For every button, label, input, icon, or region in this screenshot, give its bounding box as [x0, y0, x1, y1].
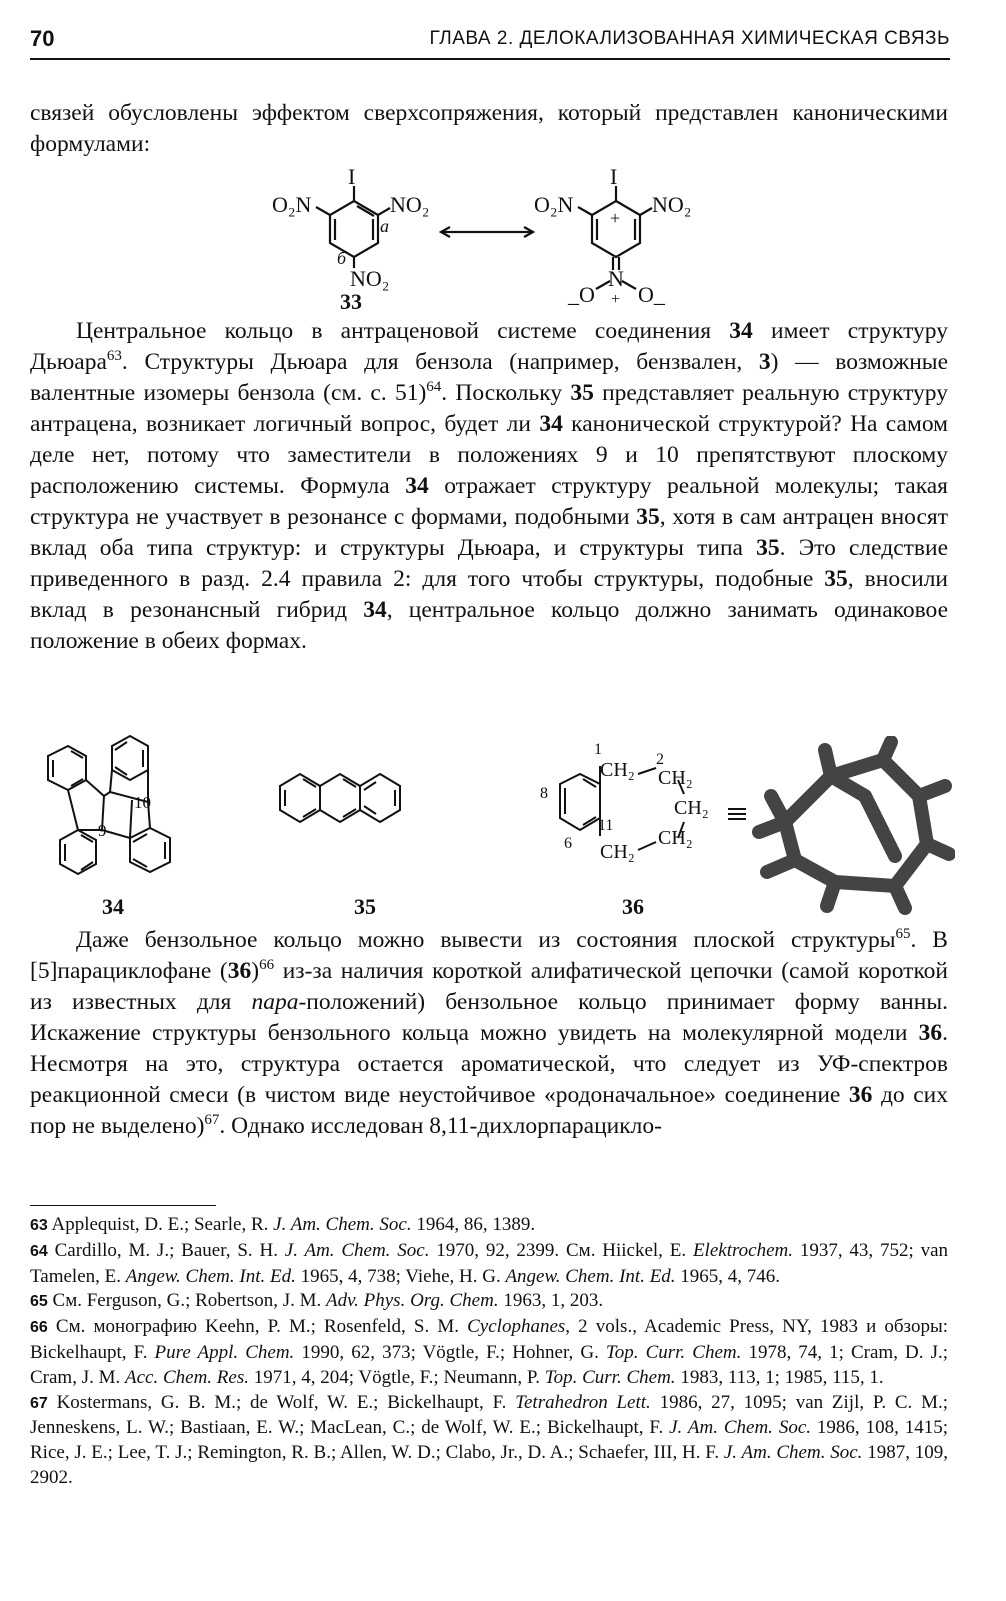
- footnote-ref: 63: [106, 348, 122, 364]
- text-run: Kostermans, G. B. M.; de Wolf, W. E.; Bickelhaupt, F.: [47, 1391, 516, 1413]
- text-run: 1986, 27, 1095; van Zijl, P. C. M.; Jenneskens, L. W.; Bastiaan, E. W.; MacLean, C.; de Wolf, W. E.; Bickelhaupt, F.: [30, 1391, 948, 1439]
- text-run: до сих пор не выделено): [30, 1082, 948, 1139]
- compound-ref: 35: [570, 380, 594, 406]
- text-run: ): [251, 958, 260, 984]
- position-1-label: 1: [594, 741, 602, 758]
- italic-term: пара: [251, 989, 299, 1015]
- compound-34-label: 34: [102, 894, 124, 919]
- compound-ref: 35: [756, 535, 780, 561]
- journal-name: Angew. Chem. Int. Ed.: [125, 1265, 296, 1287]
- journal-name: Elektrochem.: [692, 1239, 793, 1261]
- compound-ref: 36: [918, 1020, 943, 1046]
- journal-name: Angew. Chem. Int. Ed.: [505, 1265, 676, 1287]
- paragraph-2: [30, 316, 948, 657]
- position-10-label: 10: [134, 793, 151, 812]
- text-run: 1978, 74, 1; Cram, D. J.; Cram, J. M.: [30, 1341, 949, 1388]
- text-run: 1970, 92, 2399. См. Hiickel, E.: [429, 1239, 693, 1261]
- scheme-33: [270, 168, 710, 314]
- text-run: Cardillo, M. J.; Bauer, S. H.: [47, 1239, 285, 1261]
- text-run: Центральное кольцо в антраценовой системе соединения: [76, 318, 730, 344]
- compound-ref: 34: [729, 318, 753, 344]
- journal-name: J. Am. Chem. Soc.: [273, 1214, 412, 1235]
- compound-36-label: 36: [622, 894, 644, 919]
- text-run: -положений) бензольное кольцо принимает форму ванны. Искажение структуры бензольного кольца можно увидеть на молекулярной модели: [30, 989, 948, 1046]
- iodo-label: I: [348, 168, 356, 189]
- footnote-65: [30, 1289, 948, 1315]
- compound-ref: 3: [758, 349, 771, 375]
- text-run: 1963, 1, 203.: [498, 1290, 604, 1312]
- footnote-66: [30, 1315, 948, 1390]
- paragraph-1: связей обусловлены эффектом сверхсопряжения, который представлен каноническими формулами:: [30, 100, 948, 157]
- molecular-model-image: [745, 736, 955, 916]
- footnote-number: 63: [30, 1217, 48, 1234]
- compound-ref: 35: [824, 566, 848, 592]
- position-9-label: 9: [98, 821, 107, 840]
- text-run: 1987, 109, 2902.: [30, 1442, 948, 1488]
- text-run: из-за наличия короткой алифатической цепочки (самой короткой из известных для: [30, 958, 948, 1015]
- journal-name: Acc. Chem. Res.: [125, 1366, 249, 1388]
- ch2-4: CH₂: [658, 827, 693, 849]
- position-b-label: б: [337, 248, 347, 268]
- text-run: имеет структуру Дьюара: [30, 318, 948, 375]
- no2-right-structure: NO₂: [652, 192, 692, 217]
- ch2-1: CH₂: [600, 759, 635, 781]
- text-run: , вносили вклад в резонансный гибрид: [30, 566, 948, 623]
- page-number: 70: [30, 26, 55, 51]
- ring-plus-charge: +: [610, 208, 621, 228]
- text-run: 1990, 62, 373; Vögtle, F.; Hohner, G.: [294, 1341, 606, 1363]
- footnote-ref: 64: [426, 379, 442, 395]
- footnote-63: [30, 1213, 948, 1239]
- journal-name: Top. Curr. Chem.: [605, 1341, 742, 1363]
- footnote-number: 65: [30, 1293, 48, 1311]
- position-2-label: 2: [656, 751, 664, 768]
- footnote-number: 67: [30, 1394, 48, 1412]
- text-run: канонической структурой? На самом деле нет, потому что заместители в положениях 9 и 10 препятствуют плоскому расположению системы. Формула: [30, 411, 948, 499]
- compound-ref: 35: [636, 504, 660, 530]
- running-title: ГЛАВА 2. ДЕЛОКАЛИЗОВАННАЯ ХИМИЧЕСКАЯ СВЯЗЬ: [429, 28, 950, 49]
- footnote-number: 66: [30, 1319, 48, 1337]
- nitrogen-label: N: [608, 266, 624, 291]
- position-8-label: 8: [540, 785, 548, 802]
- text-run: 1964, 86, 1389.: [411, 1214, 536, 1235]
- text-run: отражает структуру реальной молекулы; такая структура не участвует в резонансе с формами, подобными: [30, 473, 948, 530]
- text-run: . Это следствие приведенного в разд. 2.4 правила 2: для того чтобы структуры, подобные: [30, 535, 948, 592]
- text-run: . Несмотря на это, структура остается ароматической, что следует из УФ-спектров реакционной смеси (в чистом виде неустойчивое «родоначальное» соединение: [30, 1020, 948, 1108]
- text-run: 1965, 4, 746.: [675, 1265, 781, 1287]
- text-run: 1986, 108, 1415; Rice, J. E.; Lee, T. J.; Remington, R. B.; Allen, W. D.; Clabo, Jr., D. A.; Schaefer, III, H. F.: [30, 1417, 948, 1464]
- text-run: . Поскольку: [441, 380, 571, 406]
- journal-name: J. Am. Chem. Soc.: [723, 1442, 863, 1464]
- journal-name: Pure Appl. Chem.: [154, 1341, 295, 1363]
- molecule-36: [530, 738, 760, 922]
- o-minus-right: O_: [638, 282, 665, 307]
- no2-right-label: NO₂: [390, 192, 430, 217]
- footnotes: [30, 1213, 948, 1491]
- text-run: 1971, 4, 204; Vögtle, F.; Neumann, P.: [248, 1366, 545, 1388]
- journal-name: Cyclophanes: [467, 1316, 566, 1338]
- journal-name: Tetrahedron Lett.: [515, 1391, 651, 1413]
- journal-name: J. Am. Chem. Soc.: [669, 1417, 812, 1439]
- journal-name: J. Am. Chem. Soc.: [284, 1239, 430, 1261]
- text-run: ) — возможные валентные изомеры бензола (см. с. 51): [30, 349, 948, 406]
- text-run: . В [5]парациклофане (: [30, 927, 948, 984]
- text-run: См. Ferguson, G.; Robertson, J. M.: [47, 1290, 327, 1312]
- compound-ref: 36: [227, 958, 252, 984]
- o2n-right-structure: O₂N: [534, 192, 574, 217]
- molecule-34: [26, 734, 186, 920]
- compound-33-label: 33: [340, 289, 362, 314]
- footnote-67: [30, 1391, 948, 1491]
- text-run: , 2 vols., Academic Press, NY, 1983 и обзоры: Bickelhaupt, F.: [30, 1316, 948, 1363]
- text-run: 1983, 113, 1; 1985, 115, 1.: [675, 1366, 884, 1388]
- nitrogen-plus-charge: +: [611, 291, 621, 308]
- o-minus-left: _O: [568, 282, 595, 307]
- position-a-label: a: [380, 216, 389, 236]
- text-run: См. монографию Keehn, P. M.; Rosenfeld, S. M.: [47, 1316, 468, 1338]
- compound-ref: 34: [363, 597, 387, 623]
- molecule-35: [270, 762, 420, 922]
- journal-name: Adv. Phys. Org. Chem.: [326, 1290, 499, 1312]
- footnote-number: 64: [30, 1242, 48, 1260]
- position-6-label: 6: [564, 835, 572, 852]
- no2-left-label: O₂N: [272, 192, 312, 217]
- text-run: Applequist, D. E.; Searle, R.: [47, 1214, 274, 1235]
- footnote-ref: 67: [204, 1112, 220, 1128]
- ch2-5: CH₂: [600, 841, 635, 863]
- ch2-2: CH₂: [658, 767, 693, 789]
- footnote-divider: [30, 1205, 216, 1206]
- position-11-label: 11: [598, 817, 614, 834]
- footnote-ref: 66: [259, 957, 275, 973]
- text-run: представляет реальную структуру антрацена, возникает логичный вопрос, будет ли: [30, 380, 948, 437]
- iodo-label-2: I: [610, 168, 618, 189]
- compound-35-label: 35: [354, 894, 376, 919]
- footnote-64: [30, 1239, 948, 1290]
- page-header: [30, 22, 950, 60]
- compound-ref: 36: [848, 1082, 873, 1108]
- text-run: 1965, 4, 738; Viehe, H. G.: [295, 1265, 506, 1287]
- compound-ref: 34: [405, 473, 429, 499]
- text-run: . Структуры Дьюара для бензола (например, бензвален,: [121, 349, 759, 375]
- text-run: 1937, 43, 752; van Tamelen, E.: [30, 1239, 949, 1287]
- text-run: . Однако исследован 8,11-дихлорпарацикло-: [219, 1113, 662, 1139]
- text-run: , хотя в сам антрацен вносят вклад оба типа структур: и структуры Дьюара, и структуры типа: [30, 504, 948, 561]
- compound-ref: 34: [539, 411, 563, 437]
- paragraph-3: [30, 925, 948, 1142]
- footnote-ref: 65: [895, 926, 911, 942]
- ch2-3: CH₂: [674, 797, 709, 819]
- journal-name: Top. Curr. Chem.: [544, 1366, 676, 1388]
- text-run: , центральное кольцо должно занимать одинаковое положение в обеих формах.: [30, 597, 948, 654]
- text-run: Даже бензольное кольцо можно вывести из состояния плоской структуры: [76, 927, 896, 953]
- no2-bottom-label: NO₂: [350, 266, 390, 291]
